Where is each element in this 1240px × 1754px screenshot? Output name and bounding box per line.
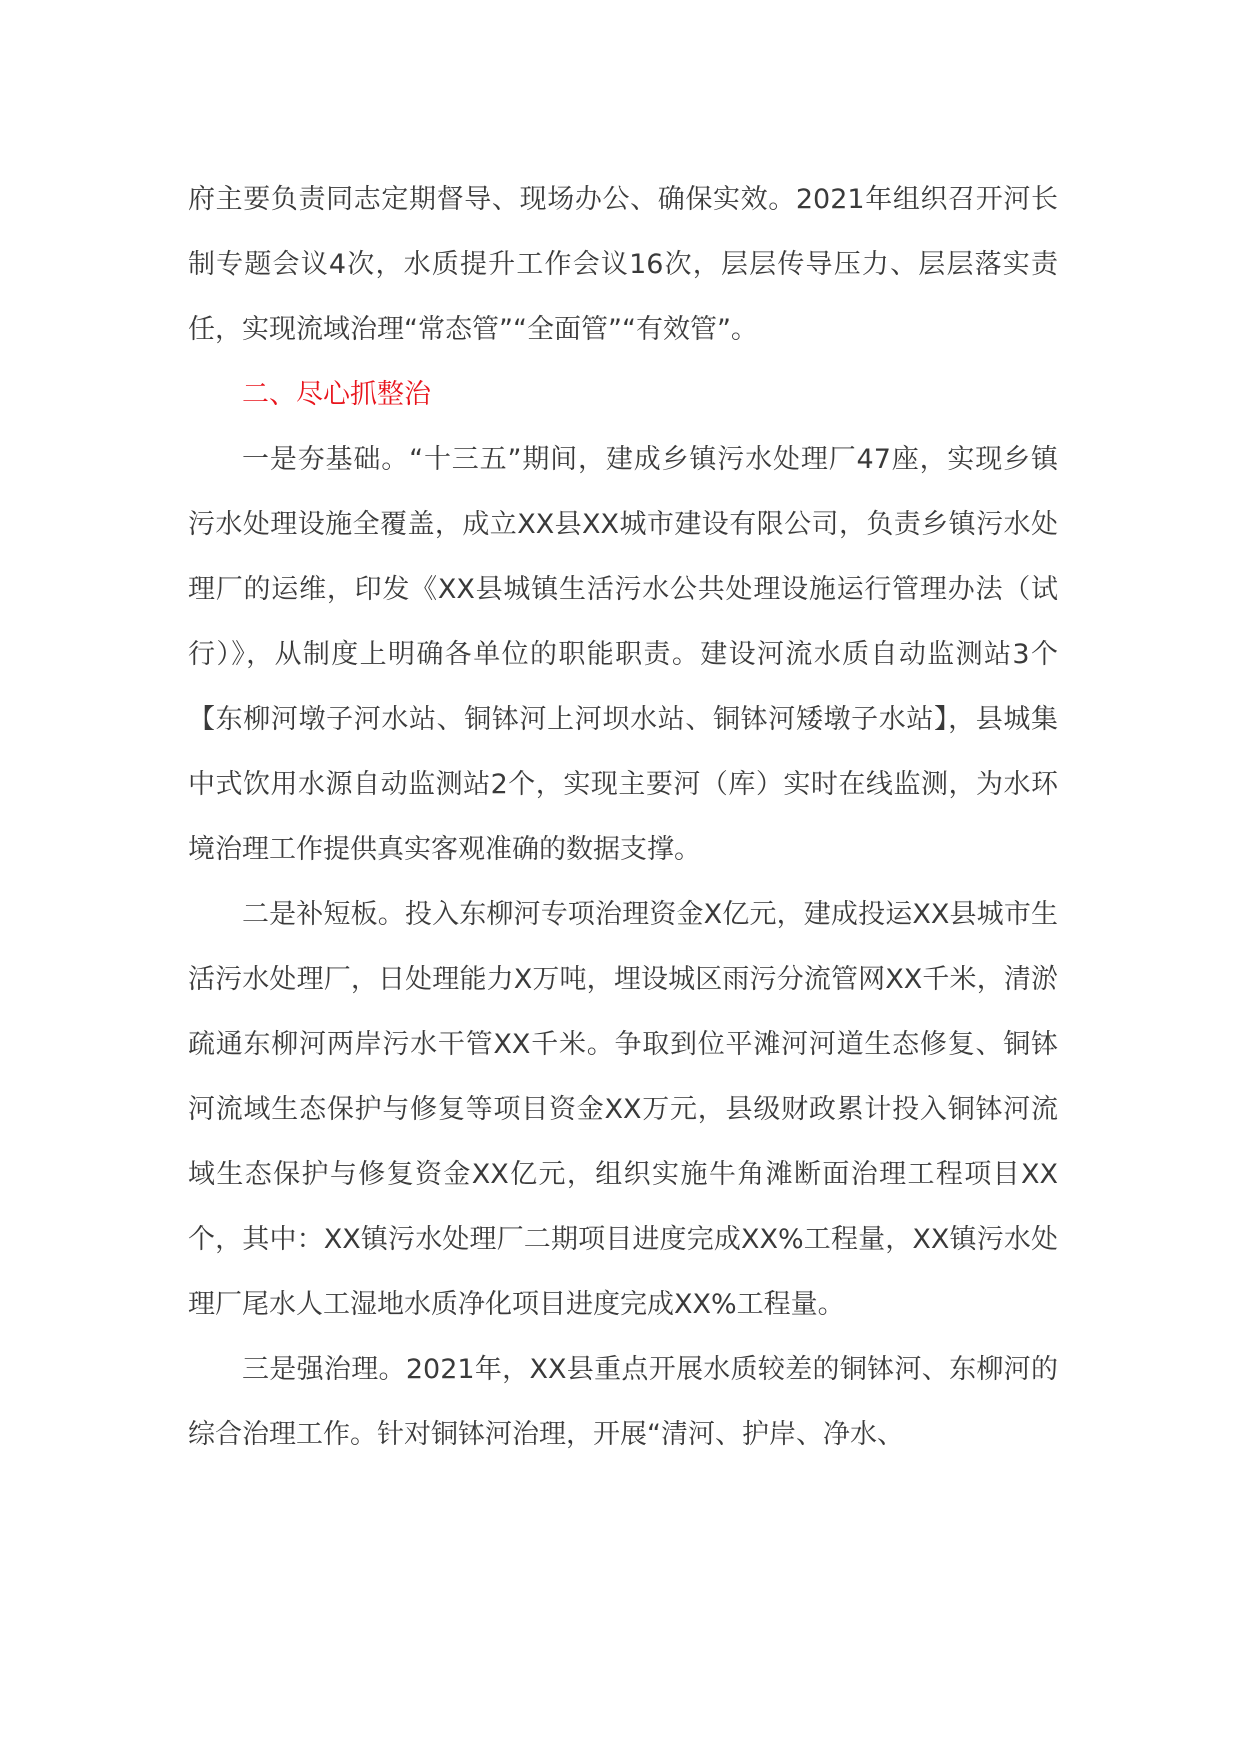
paragraph-foundation: 一是夯基础。“十三五”期间，建成乡镇污水处理厂47座，实现乡镇污水处理设施全覆盖，成立XX县XX城市建设有限公司，负责乡镇污水处理厂的运维，印发《XX县城镇生活污水公共处理设施运行管理办法（试行）》，从制度上明确各单位的职能职责。建设河流水质自动监测站3个【东柳河墩子河水站、铜钵河上河坝水站、铜钵河矮墩子水站】，县城集中式饮用水源自动监测站2个，实现主要河（库）实时在线监测，为水环境治理工作提供真实客观准确的数据支撑。	[188, 444, 1058, 865]
section-heading: 二、尽心抓整治	[242, 379, 431, 410]
paragraph-shortcomings: 二是补短板。投入东柳河专项治理资金X亿元，建成投运XX县城市生活污水处理厂，日处理能力X万吨，埋设城区雨污分流管网XX千米，清淤疏通东柳河两岸污水干管XX千米。争取到位平滩河河道生态修复、铜钵河流域生态保护与修复等项目资金XX万元，县级财政累计投入铜钵河流域生态保护与修复资金XX亿元，组织实施牛角滩断面治理工程项目XX个，其中：XX镇污水处理厂二期项目进度完成XX%工程量，XX镇污水处理厂尾水人工湿地水质净化项目进度完成XX%工程量。	[188, 899, 1058, 1320]
paragraph-continuation: 府主要负责同志定期督导、现场办公、确保实效。2021年组织召开河长制专题会议4次，水质提升工作会议16次，层层传导压力、层层落实责任，实现流域治理“常态管”“全面管”“有效管”。	[188, 184, 1058, 345]
document-body	[188, 167, 1058, 1467]
paragraph-governance: 三是强治理。2021年，XX县重点开展水质较差的铜钵河、东柳河的综合治理工作。针对铜钵河治理，开展“清河、护岸、净水、	[188, 1354, 1058, 1450]
